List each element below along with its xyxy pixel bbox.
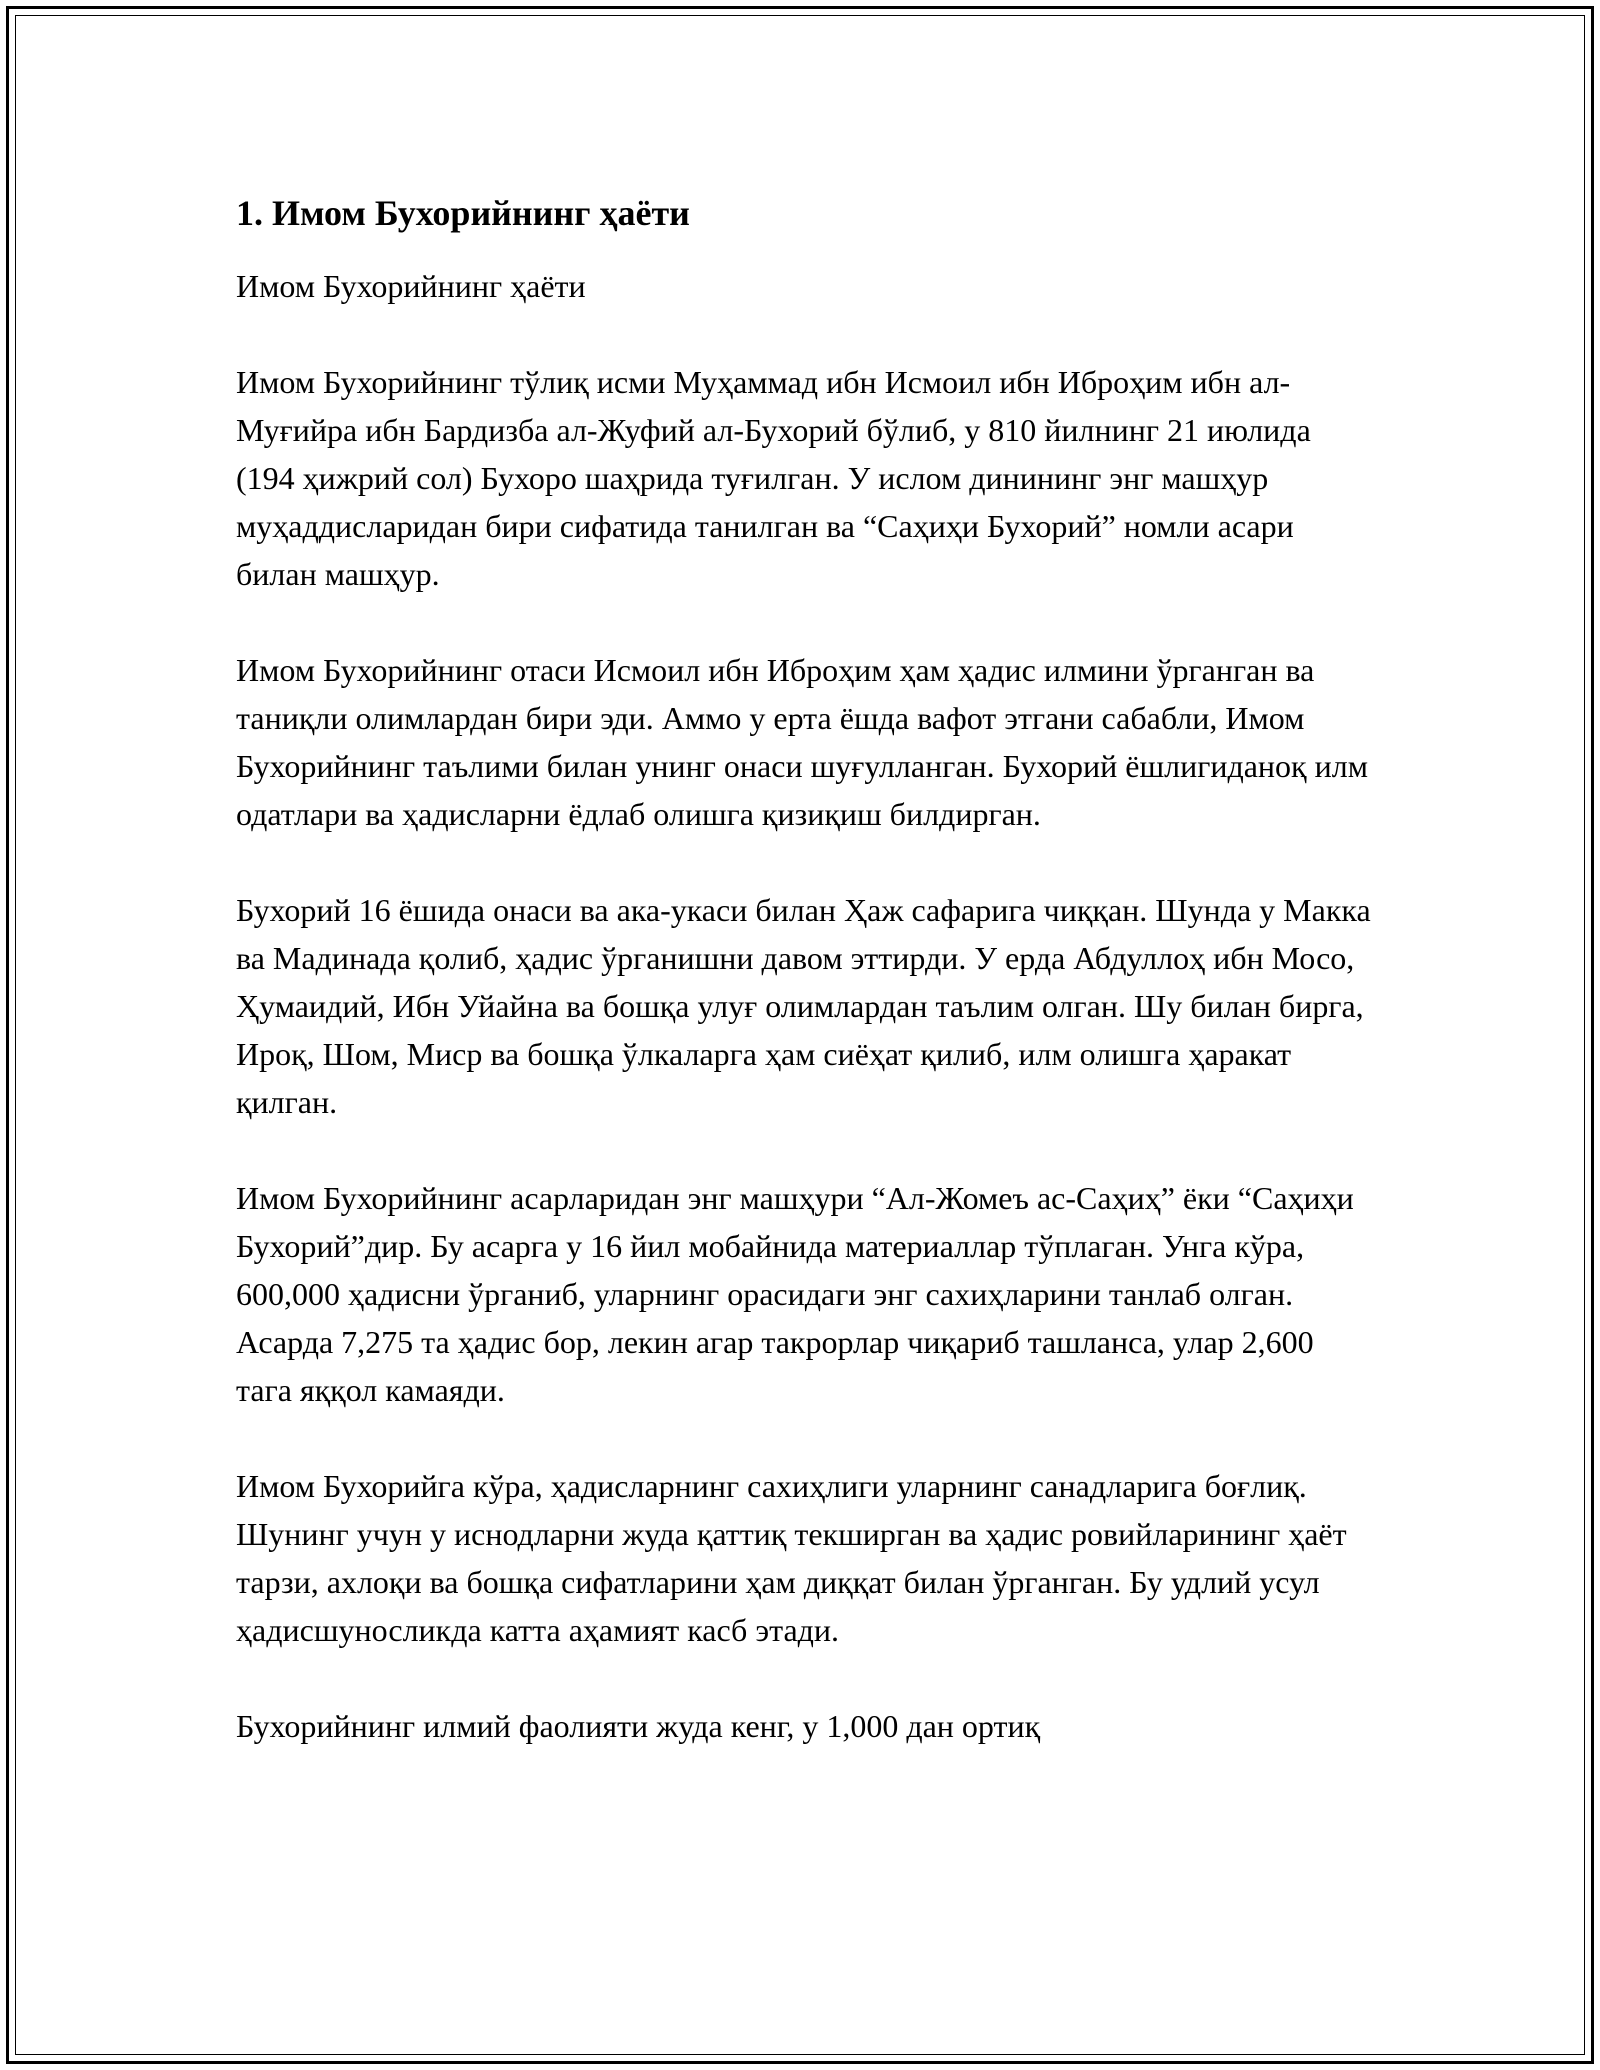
paragraph-sahih-bukhari: Имом Бухорийнинг асарларидан энг машҳури “Ал-Жомеъ ас-Саҳиҳ” ёки “Саҳиҳи Бухорий”дир. Бу асарга у 16 йил мобайнида материаллар тўплаган. Унга кўра, 600,000 ҳадисни ўрганиб, уларнинг орасидаги энг сахиҳларини танлаб олган. Асарда 7,275 та ҳадис бор, лекин агар такрорлар чиқариб ташланса, улар 2,600 тага яққол камаяди. xyxy=(236,1180,1354,1408)
paragraph-isnad-method: Имом Бухорийга кўра, ҳадисларнинг сахиҳлиги уларнинг санадларига боғлиқ. Шунинг учун у иснодларни жуда қаттиқ текширган ва ҳадис ровийларининг ҳаёт тарзи, ахлоқи ва бошқа сифатларини ҳам диққат билан ўрганган. Бу удлий усул ҳадисшуносликда катта аҳамият касб этади. xyxy=(236,1468,1347,1648)
paragraph-father: Имом Бухорийнинг отаси Исмоил ибн Иброҳим ҳам ҳадис илмини ўрганган ва таниқли олимлардан бири эди. Аммо у ерта ёшда вафот этгани сабабли, Имом Бухорийнинг таълими билан унинг онаси шуғулланган. Бухорий ёшлигиданоқ илм одатлари ва ҳадисларни ёдлаб олишга қизиқиш билдирган. xyxy=(236,652,1368,832)
section-subtitle: Имом Бухорийнинг ҳаёти xyxy=(236,268,586,304)
paragraph-hajj-travels: Бухорий 16 ёшида онаси ва ака-укаси билан Ҳаж сафарига чиққан. Шунда у Макка ва Мадинада қолиб, ҳадис ўрганишни давом эттирди. У ерда Абдуллоҳ ибн Мосо, Ҳумаидий, Ибн Уйайна ва бошқа улуғ олимлардан таълим олган. Шу билан бирга, Ироқ, Шом, Миср ва бошқа ўлкаларга ҳам сиёҳат қилиб, илм олишга ҳаракат қилган. xyxy=(236,892,1371,1120)
paragraph-scholarly-activity: Бухорийнинг илмий фаолияти жуда кенг, у 1,000 дан ортиқ xyxy=(236,1708,1041,1744)
paragraph-full-name: Имом Бухорийнинг тўлиқ исми Муҳаммад ибн Исмоил ибн Иброҳим ибн ал-Муғийра ибн Бардизба ал-Жуфий ал-Бухорий бўлиб, у 810 йилнинг 21 июлида (194 ҳижрий сол) Бухоро шаҳрида туғилган. У ислом динининг энг машҳур муҳаддисларидан бири сифатида танилган ва “Саҳиҳи Бухорий” номли асари билан машҳур. xyxy=(236,364,1311,592)
section-heading: 1. Имом Бухорийнинг ҳаёти xyxy=(236,193,690,233)
document-body xyxy=(236,190,1376,1750)
